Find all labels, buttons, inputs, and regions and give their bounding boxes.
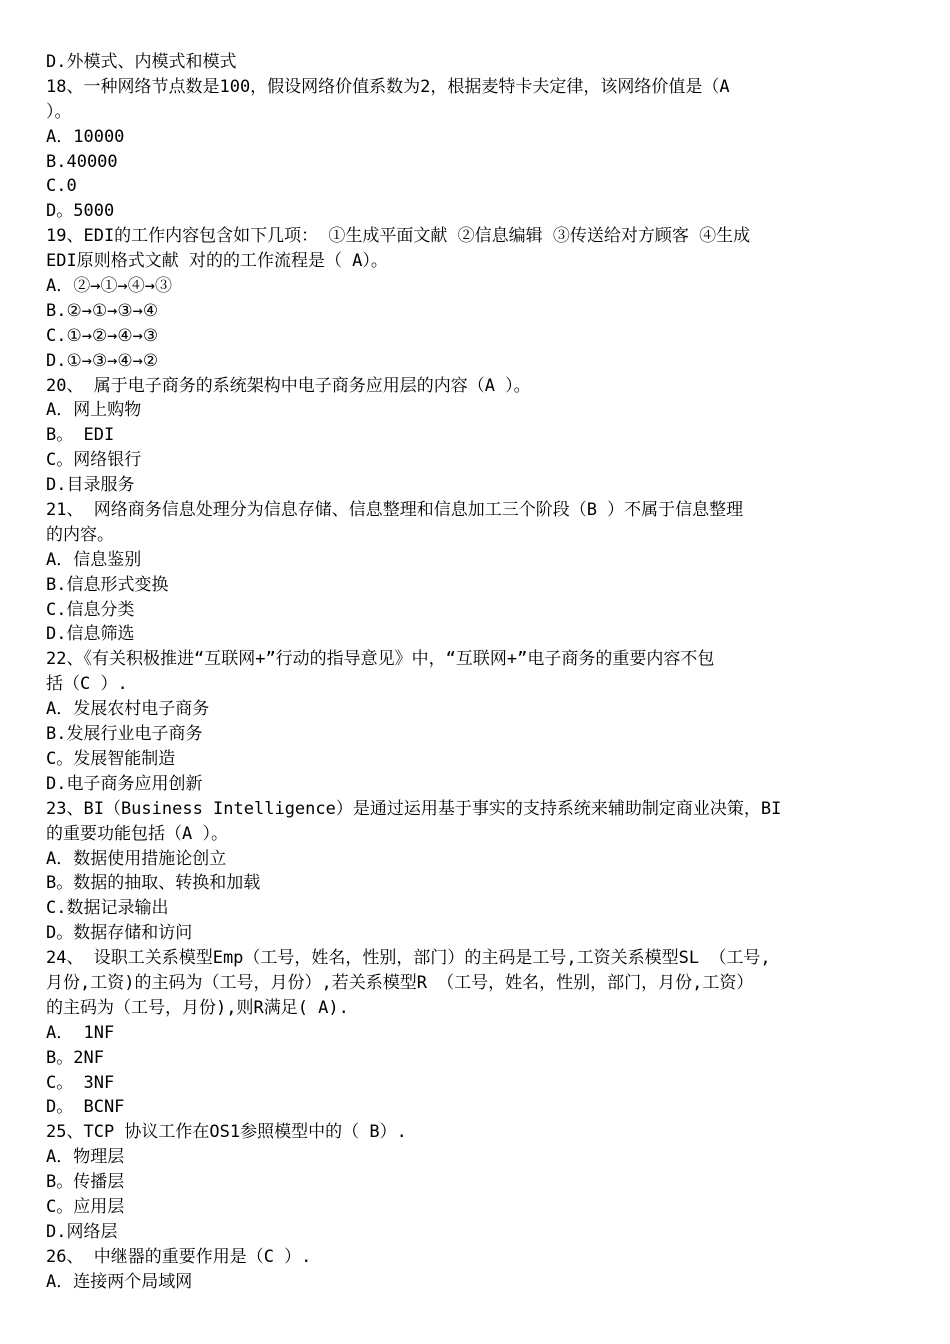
option-line: C.数据记录输出 xyxy=(46,898,169,919)
option-line: D.外模式、内模式和模式 xyxy=(46,52,237,72)
option-line: A．连接两个局域网 xyxy=(46,1271,193,1292)
option-line: B。2NF xyxy=(46,1047,104,1068)
option-line: B。数据的抽取、转换和加载 xyxy=(46,873,261,894)
option-line: D。数据存储和访问 xyxy=(46,923,193,944)
option-line: A．数据使用措施论创立 xyxy=(46,848,227,869)
option-line: C。网络银行 xyxy=(46,450,142,471)
option-line: A．物理层 xyxy=(46,1147,125,1168)
option-line: A．信息鉴别 xyxy=(46,549,142,570)
question-line: 18、一种网络节点数是100，假设网络价值系数为2，根据麦特卡夫定律，该网络价值是（A xyxy=(46,76,730,97)
question-line: 26、 中继器的重要作用是（C ）. xyxy=(46,1246,312,1267)
question-line: EDI原则格式文献 对的的工作流程是（ A）。 xyxy=(46,251,388,272)
option-line: B。传播层 xyxy=(46,1172,125,1193)
option-line: D.网络层 xyxy=(46,1221,118,1242)
question-line: 19、EDI的工作内容包含如下几项： ①生成平面文献 ②信息编辑 ③传送给对方顾客 ④生成 xyxy=(46,226,751,247)
question-line: 25、TCP 协议工作在OS1参照模型中的（ B）. xyxy=(46,1122,407,1143)
option-line: D。 BCNF xyxy=(46,1097,125,1118)
question-line: 括（C ）. xyxy=(46,674,128,695)
option-line: B.发展行业电子商务 xyxy=(46,724,203,745)
option-line: B.信息形式变换 xyxy=(46,574,169,595)
question-line: 的内容。 xyxy=(46,524,114,545)
question-line: 22、《有关积极推进“互联网+”行动的指导意见》中，“互联网+”电子商务的重要内容不包 xyxy=(46,649,715,670)
option-line: D.电子商务应用创新 xyxy=(46,773,203,794)
option-line: D。5000 xyxy=(46,201,115,222)
option-line: A．网上购物 xyxy=(46,400,142,421)
question-line: 20、 属于电子商务的系统架构中电子商务应用层的内容（A ）。 xyxy=(46,375,531,396)
option-line: B.40000 xyxy=(46,151,118,172)
option-line: C。应用层 xyxy=(46,1196,125,1217)
option-line: C.0 xyxy=(46,176,77,197)
option-line: A．发展农村电子商务 xyxy=(46,699,210,720)
question-line: ）。 xyxy=(46,101,72,122)
question-line: 23、BI（Business Intelligence）是通过运用基于事实的支持系统来辅助制定商业决策，BI xyxy=(46,798,782,819)
question-line: 的重要功能包括（A ）。 xyxy=(46,823,228,844)
option-line: B。 EDI xyxy=(46,425,115,446)
document-page xyxy=(46,50,908,1295)
option-line: A．②→①→④→③ xyxy=(46,276,172,297)
question-line: 24、 设职工关系模型Emp（工号，姓名，性别，部门）的主码是工号,工资关系模型SL （工号, xyxy=(46,948,771,969)
option-line: A． 1NF xyxy=(46,1022,115,1043)
option-line: C。 3NF xyxy=(46,1072,115,1093)
option-line: C。发展智能制造 xyxy=(46,748,176,769)
option-line: B.②→①→③→④ xyxy=(46,300,159,321)
option-line: A．10000 xyxy=(46,126,125,147)
option-line: D.信息筛选 xyxy=(46,624,135,645)
option-line: D.目录服务 xyxy=(46,475,135,496)
question-line: 月份,工资)的主码为（工号，月份）,若关系模型R （工号，姓名，性别，部门，月份,工资） xyxy=(46,972,754,993)
option-line: D.①→③→④→② xyxy=(46,350,159,371)
option-line: C.信息分类 xyxy=(46,599,135,620)
question-line: 的主码为（工号，月份),则R满足( A). xyxy=(46,997,349,1018)
question-line: 21、 网络商务信息处理分为信息存储、信息整理和信息加工三个阶段（B ）不属于信息整理 xyxy=(46,500,744,521)
option-line: C.①→②→④→③ xyxy=(46,325,159,346)
